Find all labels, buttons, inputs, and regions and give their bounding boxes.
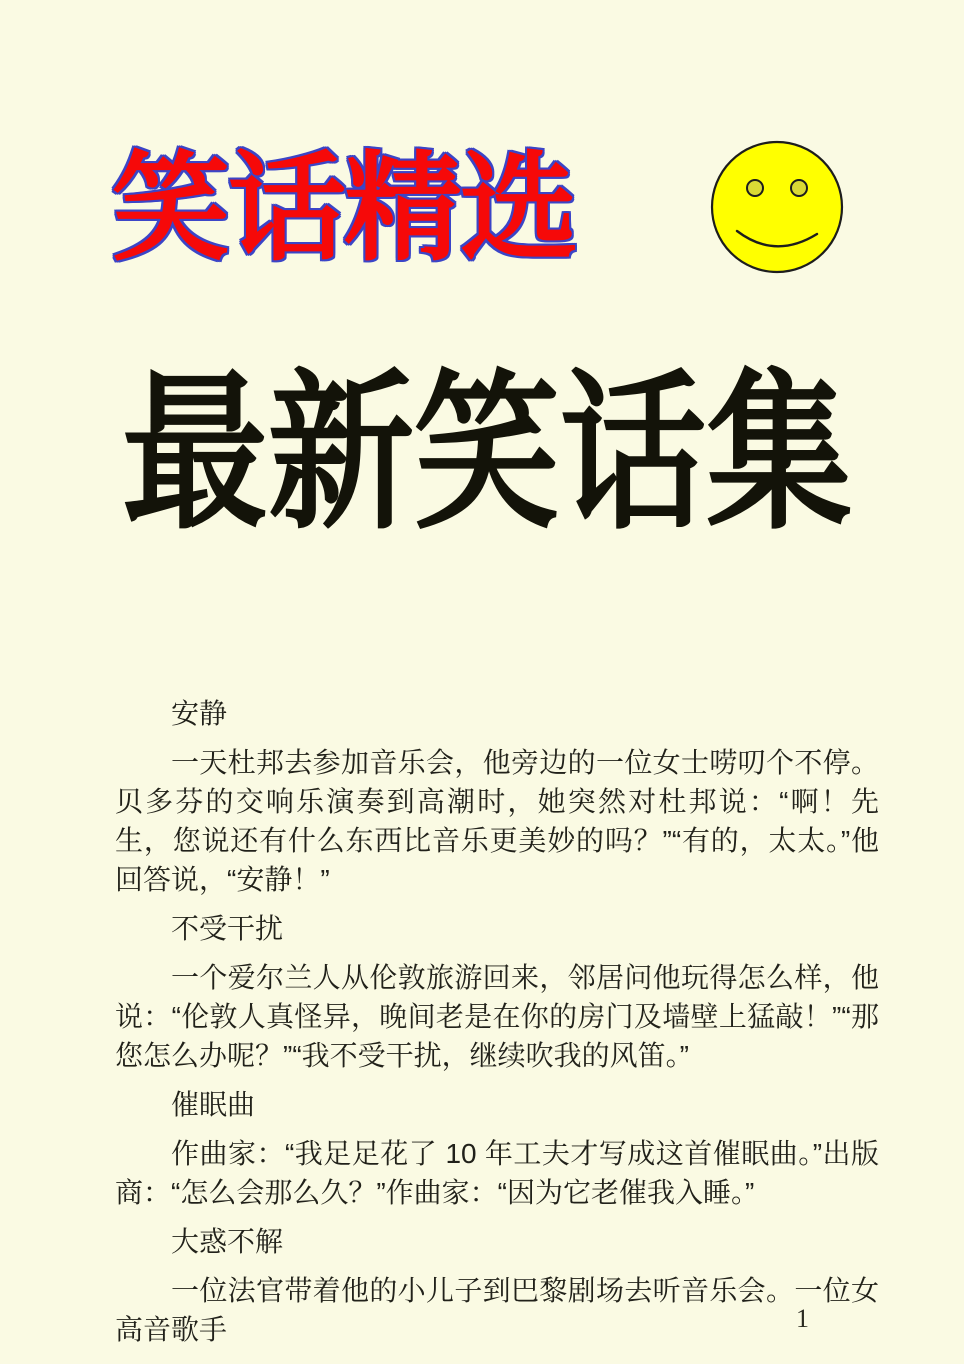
joke-body: 一天杜邦去参加音乐会，他旁边的一位女士唠叨个不停。贝多芬的交响乐演奏到高潮时，她突然对杜邦说：“啊！先生，您说还有什么东西比音乐更美妙的吗？”“有的，太太。”他回答说，“安静！” [115,747,879,895]
joke-section [115,909,879,1075]
joke-section [115,694,879,899]
book-title: 最新笑话集 [122,357,852,549]
jokes-content [115,694,879,1359]
joke-heading: 大惑不解 [171,1226,284,1257]
joke-body: 一位法官带着他的小儿子到巴黎剧场去听音乐会。一位女高音歌手 [115,1275,879,1345]
joke-heading: 催眠曲 [171,1089,256,1120]
smiley-right-eye [791,180,807,196]
joke-section [115,1222,879,1349]
joke-body: 作曲家：“我足足花了 10 年工夫才写成这首催眠曲。”出版商：“怎么会那么久？”作曲家：“因为它老催我入睡。” [115,1138,879,1208]
joke-body: 一个爱尔兰人从伦敦旅游回来，邻居问他玩得怎么样，他说：“伦敦人真怪异，晚间老是在你的房门及墙壁上猛敲！”“那您怎么办呢？”“我不受干扰，继续吹我的风笛。” [115,962,879,1071]
joke-heading: 安静 [171,698,228,729]
smiley-face-circle [712,142,842,272]
page-number: 1 [796,1304,809,1333]
smiley-face-icon [708,138,846,276]
brand-title: 笑话精选 [112,143,577,275]
joke-section [115,1085,879,1212]
joke-heading: 不受干扰 [171,913,284,944]
smiley-left-eye [747,180,763,196]
